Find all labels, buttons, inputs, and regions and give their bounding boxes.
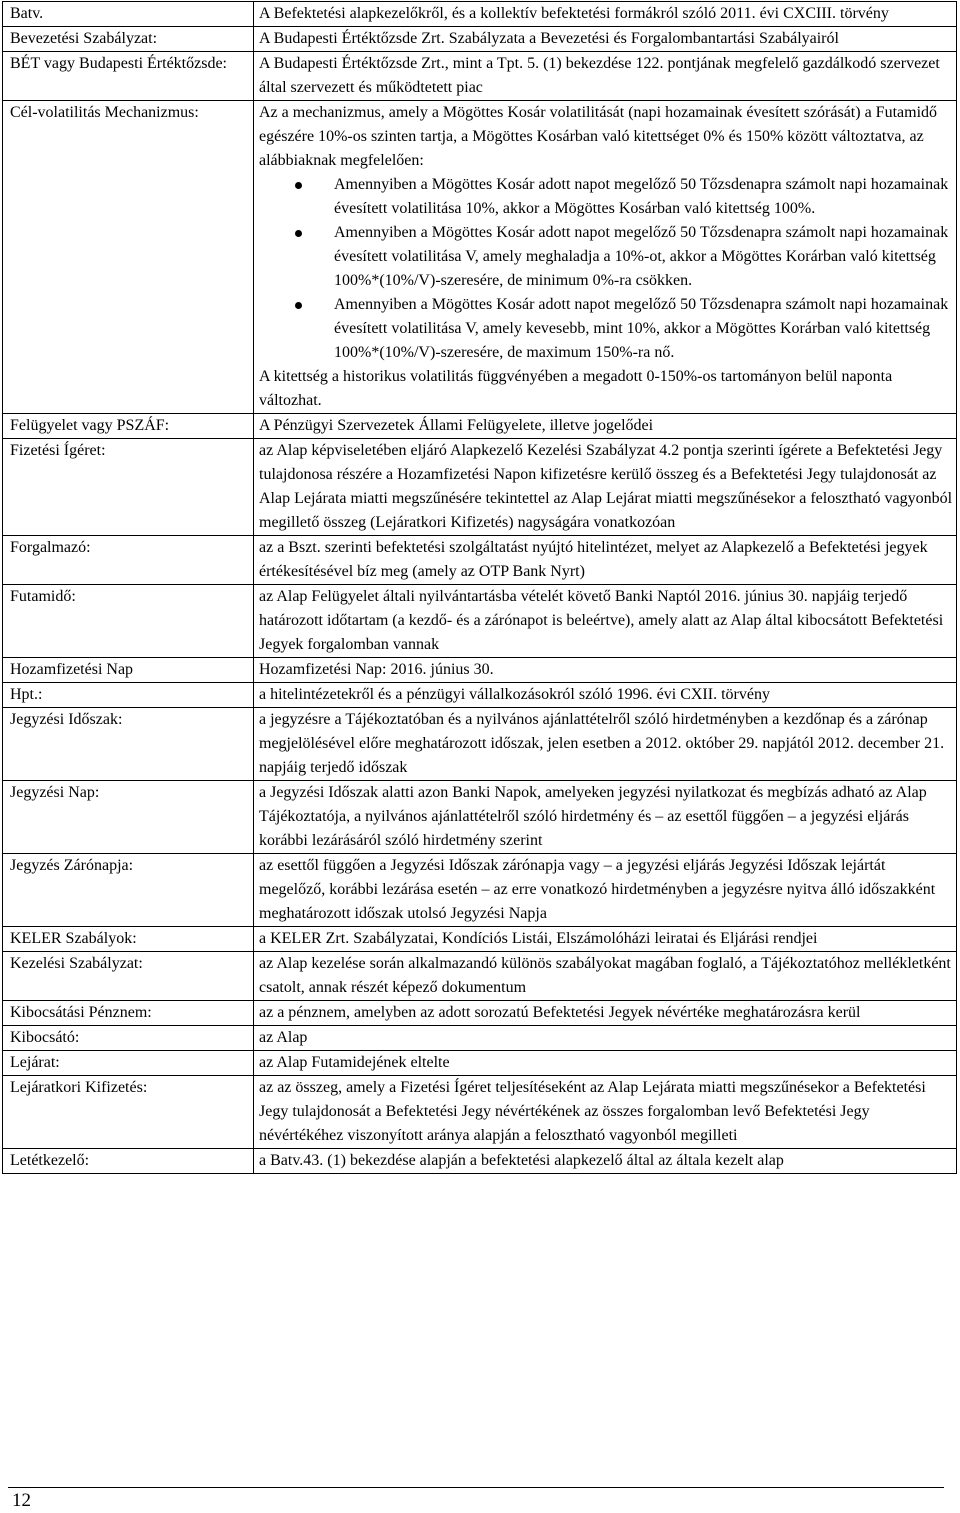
table-row [3, 658, 957, 683]
table-row [3, 101, 957, 414]
definition-cell: az a pénznem, amelyben az adott sorozatú Befektetési Jegyek névértéke meghatározásra kerül [254, 1001, 957, 1026]
definition-cell: a Jegyzési Időszak alatti azon Banki Napok, amelyeken jegyzési nyilatkozat és megbízás adható az Alap Tájékoztatója, a nyilvános ajánlattételről szóló hirdetmény és – az esettől függően – a jegyzési eljárás korábbi lezárásáról szóló hirdetmény szerint [254, 781, 957, 854]
definition-cell: a KELER Zrt. Szabályzatai, Kondíciós Listái, Elszámolóházi leiratai és Eljárási rendjei [254, 927, 957, 952]
bullet-text: Amennyiben a Mögöttes Kosár adott napot megelőző 50 Tőzsdenapra számolt napi hozamainak évesített volatilitása V, amely meghaladja a 10%-ot, akkor a Mögöttes Korárban való kitettség 100%*(10%/V)-szeresére, de minimum 0%-ra csökken. [334, 224, 949, 289]
definition-cell [254, 101, 957, 414]
table-row [3, 1051, 957, 1076]
term-cell: Felügyelet vagy PSZÁF: [3, 414, 254, 439]
term-cell: Batv. [3, 2, 254, 27]
term-cell: Hpt.: [3, 683, 254, 708]
page-number: 12 [12, 1490, 31, 1511]
definition-cell: a hitelintézetekről és a pénzügyi vállalkozásokról szóló 1996. évi CXII. törvény [254, 683, 957, 708]
table-row [3, 683, 957, 708]
mechanism-outro: A kitettség a historikus volatilitás függvényében a megadott 0-150%-os tartományon belül naponta változhat. [259, 368, 893, 409]
term-cell: Jegyzési Nap: [3, 781, 254, 854]
definition-cell: a Batv.43. (1) bekezdése alapján a befektetési alapkezelő által az általa kezelt alap [254, 1149, 957, 1174]
definition-cell: A Befektetési alapkezelőkről, és a kollektív befektetési formákról szóló 2011. évi CXCIII. törvény [254, 2, 957, 27]
definition-cell: az Alap képviseletében eljáró Alapkezelő Kezelési Szabályzat 4.2 pontja szerinti ígérete a Befektetési Jegy tulajdonosa részére a Hozamfizetési Napon kifizetésre kerülő összeg és a Befektetési Jegy tulajdonosát az Alap Lejárata miatti megszűnésére tekintettel az Alap Lejárat miatti megszűnésekor a felosztható vagyonból megillető összeg (Lejáratkori Kifizetés) nagyságára vonatkozóan [254, 439, 957, 536]
list-item [259, 293, 953, 365]
table-row [3, 1001, 957, 1026]
table-row [3, 952, 957, 1001]
definition-cell: A Budapesti Értéktőzsde Zrt., mint a Tpt. 5. (1) bekezdése 122. pontjának megfelelő gazdálkodó szervezet által szervezett és működtetett piac [254, 52, 957, 101]
table-row [3, 1026, 957, 1051]
definition-cell: A Budapesti Értéktőzsde Zrt. Szabályzata a Bevezetési és Forgalombantartási Szabályairól [254, 27, 957, 52]
term-cell: Letétkezelő: [3, 1149, 254, 1174]
term-cell: BÉT vagy Budapesti Értéktőzsde: [3, 52, 254, 101]
table-row [3, 27, 957, 52]
table-row [3, 439, 957, 536]
definition-cell: A Pénzügyi Szervezetek Állami Felügyelete, illetve jogelődei [254, 414, 957, 439]
table-row [3, 2, 957, 27]
bullet-text: Amennyiben a Mögöttes Kosár adott napot megelőző 50 Tőzsdenapra számolt napi hozamainak évesített volatilitása V, amely kevesebb, mint 10%, akkor a Mögöttes Korárban való kitettség 100%*(10%/V)-szeresére, de maximum 150%-ra nő. [334, 296, 949, 361]
table-row [3, 585, 957, 658]
mechanism-bullet-list [259, 173, 953, 365]
term-cell: Cél-volatilitás Mechanizmus: [3, 101, 254, 414]
term-cell: Bevezetési Szabályzat: [3, 27, 254, 52]
list-item [259, 173, 953, 221]
table-row [3, 52, 957, 101]
definition-cell: az az összeg, amely a Fizetési Ígéret teljesítéseként az Alap Lejárata miatti megszűnésekor a Befektetési Jegy tulajdonosát a Befektetési Jegy névértékének az összes forgalomban levő Befektetési Jegy névértékéhez viszonyított aránya alapján a felosztható vagyonból megilleti [254, 1076, 957, 1149]
table-row [3, 1149, 957, 1174]
table-row [3, 414, 957, 439]
term-cell: Futamidő: [3, 585, 254, 658]
bullet-dot-icon [295, 230, 302, 237]
table-row [3, 781, 957, 854]
table-row [3, 927, 957, 952]
mechanism-intro: Az a mechanizmus, amely a Mögöttes Kosár volatilitását (napi hozamainak évesített szórását) a Futamidő egészére 10%-os szinten tartja, a Mögöttes Kosárban való kitettséget 0% és 150% között változtatva, az alábbiaknak megfelelően: [259, 104, 938, 169]
term-cell: Kezelési Szabályzat: [3, 952, 254, 1001]
table-row [3, 1076, 957, 1149]
definition-cell: a jegyzésre a Tájékoztatóban és a nyilvános ajánlattételről szóló hirdetményben a kezdőnap és a zárónap megjelölésével előre meghatározott időszak, jelen esetben a 2012. október 29. napjától 2012. december 21. napjáig terjedő időszak [254, 708, 957, 781]
definition-cell: az Alap Futamidejének eltelte [254, 1051, 957, 1076]
definition-cell: az Alap kezelése során alkalmazandó különös szabályokat magában foglaló, a Tájékoztatóhoz mellékletként csatolt, annak részét képező dokumentum [254, 952, 957, 1001]
footer-divider [8, 1487, 944, 1488]
term-cell: Kibocsátó: [3, 1026, 254, 1051]
term-cell: Jegyzési Időszak: [3, 708, 254, 781]
bullet-dot-icon [295, 182, 302, 189]
term-cell: Lejárat: [3, 1051, 254, 1076]
term-cell: Hozamfizetési Nap [3, 658, 254, 683]
definitions-table [2, 1, 957, 1174]
bullet-dot-icon [295, 302, 302, 309]
definition-cell: az a Bszt. szerinti befektetési szolgáltatást nyújtó hitelintézet, melyet az Alapkezelő a Befektetési jegyek értékesítésével bíz meg (amely az OTP Bank Nyrt) [254, 536, 957, 585]
term-cell: Kibocsátási Pénznem: [3, 1001, 254, 1026]
definition-cell: az Alap Felügyelet általi nyilvántartásba vételét követő Banki Naptól 2016. június 30. napjáig terjedő határozott időtartam (a kezdő- és a zárónapot is beleértve), amely alatt az Alap által kibocsátott Befektetési Jegyek forgalomban vannak [254, 585, 957, 658]
term-cell: KELER Szabályok: [3, 927, 254, 952]
table-row [3, 708, 957, 781]
definition-cell: az esettől függően a Jegyzési Időszak zárónapja vagy – a jegyzési eljárás Jegyzési Időszak lejártát megelőző, korábbi lezárása esetén – az erre vonatkozó hirdetményben a jegyzésre nyitva álló időszakként meghatározott időszak utolsó Jegyzési Napja [254, 854, 957, 927]
term-cell: Lejáratkori Kifizetés: [3, 1076, 254, 1149]
definition-cell: Hozamfizetési Nap: 2016. június 30. [254, 658, 957, 683]
term-cell: Jegyzés Zárónapja: [3, 854, 254, 927]
table-row [3, 536, 957, 585]
definition-cell: az Alap [254, 1026, 957, 1051]
list-item [259, 221, 953, 293]
bullet-text: Amennyiben a Mögöttes Kosár adott napot megelőző 50 Tőzsdenapra számolt napi hozamainak évesített volatilitása 10%, akkor a Mögöttes Kosárban való kitettség 100%. [334, 176, 949, 217]
term-cell: Forgalmazó: [3, 536, 254, 585]
table-row [3, 854, 957, 927]
term-cell: Fizetési Ígéret: [3, 439, 254, 536]
